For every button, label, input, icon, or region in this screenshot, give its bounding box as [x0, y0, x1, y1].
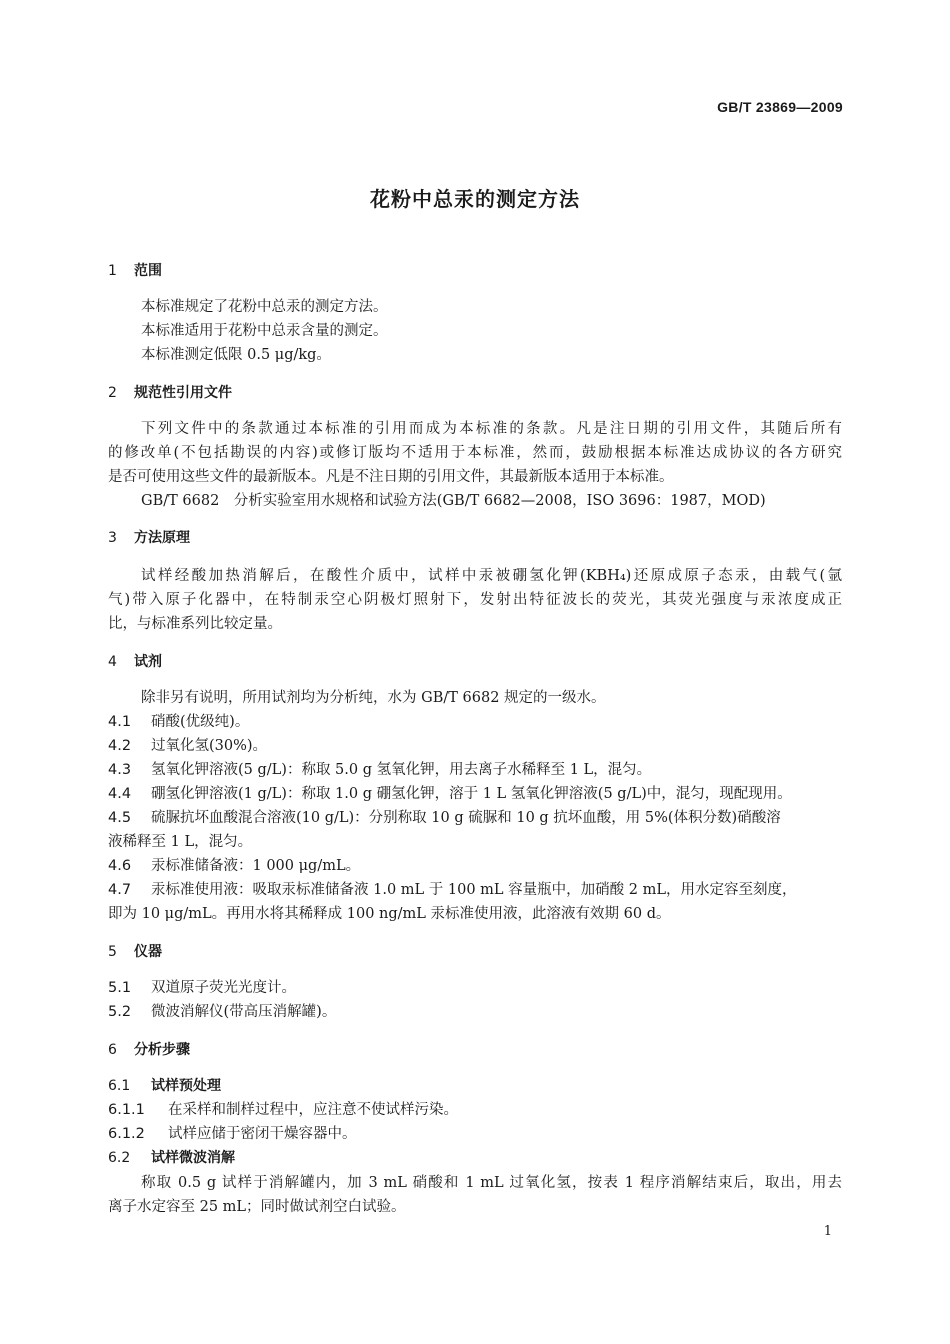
item-text: 硫脲抗坏血酸混合溶液(10 g/L)：分别称取 10 g 硫脲和 10 g 抗坏血酸，用 5%(体积分数)硝酸溶 — [151, 810, 781, 826]
section-2-heading — [108, 383, 232, 403]
paragraph: 本标准测定低限 0.5 μg/kg。 — [141, 347, 331, 363]
list-item — [108, 736, 267, 756]
item-number: 4.4 — [108, 786, 132, 802]
paragraph-line: 的修改单(不包括勘误的内容)或修订版均不适用于本标准，然而，鼓励根据本标准达成协议的各方研究 — [108, 445, 842, 461]
section-number: 3 — [108, 530, 117, 546]
item-text: 过氧化氢(30%)。 — [151, 738, 268, 754]
item-text: 硝酸(优级纯)。 — [151, 714, 250, 730]
subsection-number: 6.1 — [108, 1078, 131, 1094]
subsection-number: 6.2 — [108, 1150, 131, 1166]
list-item — [108, 1002, 336, 1022]
subsection-title: 试样预处理 — [151, 1078, 221, 1094]
list-item — [108, 978, 296, 998]
item-number: 6.1.2 — [108, 1126, 145, 1142]
list-item — [108, 808, 781, 828]
normative-reference: GB/T 6682 分析实验室用水规格和试验方法(GB/T 6682—2008，ISO 3696：1987，MOD) — [141, 493, 766, 509]
paragraph-line: 比，与标准系列比较定量。 — [108, 616, 282, 632]
item-number: 4.7 — [108, 882, 132, 898]
paragraph-line: 称取 0.5 g 试样于消解罐内，加 3 mL 硝酸和 1 mL 过氧化氢，按表 1 程序消解结束后，取出，用去 — [141, 1175, 842, 1191]
page-number: 1 — [823, 1224, 832, 1239]
list-item — [108, 760, 651, 780]
item-text: 硼氢化钾溶液(1 g/L)：称取 1.0 g 硼氢化钾，溶于 1 L 氢氧化钾溶液(5 g/L)中，混匀，现配现用。 — [151, 786, 792, 802]
list-item — [108, 1124, 357, 1144]
item-number: 4.2 — [108, 738, 132, 754]
paragraph-line: 下列文件中的条款通过本标准的引用而成为本标准的条款。凡是注日期的引用文件，其随后所有 — [141, 421, 842, 437]
section-title: 试剂 — [134, 654, 162, 670]
list-item — [108, 880, 796, 900]
item-text: 试样应储于密闭干燥容器中。 — [168, 1126, 357, 1142]
item-number: 4.1 — [108, 714, 132, 730]
section-number: 4 — [108, 654, 117, 670]
document-title: 花粉中总汞的测定方法 — [370, 187, 580, 211]
paragraph: 除非另有说明，所用试剂均为分析纯，水为 GB/T 6682 规定的一级水。 — [141, 690, 606, 706]
item-text: 汞标准储备液：1 000 μg/mL。 — [151, 858, 361, 874]
section-title: 范围 — [134, 263, 162, 279]
item-number: 6.1.1 — [108, 1102, 145, 1118]
list-item-continuation: 即为 10 μg/mL。再用水将其稀释成 100 ng/mL 汞标准使用液，此溶液有效期 60 d。 — [108, 906, 671, 922]
section-3-heading — [108, 528, 190, 548]
paragraph-line: 离子水定容至 25 mL；同时做试剂空白试验。 — [108, 1199, 406, 1215]
item-number: 4.3 — [108, 762, 132, 778]
subsection-heading — [108, 1148, 235, 1168]
item-text: 氢氧化钾溶液(5 g/L)：称取 5.0 g 氢氧化钾，用去离子水稀释至 1 L，混匀。 — [151, 762, 652, 778]
item-number: 4.5 — [108, 810, 132, 826]
standard-code: GB/T 23869—2009 — [717, 99, 843, 115]
list-item-continuation: 液稀释至 1 L，混匀。 — [108, 834, 253, 850]
section-title: 方法原理 — [134, 530, 190, 546]
section-number: 5 — [108, 944, 117, 960]
paragraph: 本标准规定了花粉中总汞的测定方法。 — [141, 299, 388, 315]
item-number: 5.1 — [108, 980, 132, 996]
list-item — [108, 712, 249, 732]
section-4-heading — [108, 652, 162, 672]
section-5-heading — [108, 942, 162, 962]
item-text: 在采样和制样过程中，应注意不使试样污染。 — [168, 1102, 458, 1118]
paragraph-line: 气)带入原子化器中，在特制汞空心阴极灯照射下，发射出特征波长的荧光，其荧光强度与汞浓度成正 — [108, 592, 842, 608]
section-1-heading — [108, 261, 162, 281]
section-6-heading — [108, 1040, 190, 1060]
list-item — [108, 856, 360, 876]
item-number: 4.6 — [108, 858, 132, 874]
item-text: 微波消解仪(带高压消解罐)。 — [151, 1004, 337, 1020]
section-number: 1 — [108, 263, 117, 279]
item-text: 汞标准使用液：吸取汞标准储备液 1.0 mL 于 100 mL 容量瓶中，加硝酸 2 mL，用水定容至刻度， — [151, 882, 797, 898]
list-item — [108, 1100, 458, 1120]
paragraph: 本标准适用于花粉中总汞含量的测定。 — [141, 323, 388, 339]
paragraph-line: 试样经酸加热消解后，在酸性介质中，试样中汞被硼氢化钾(KBH₄)还原成原子态汞，由载气(氩 — [141, 568, 842, 584]
section-number: 2 — [108, 385, 117, 401]
section-title: 规范性引用文件 — [134, 385, 232, 401]
subsection-title: 试样微波消解 — [151, 1150, 235, 1166]
subsection-heading — [108, 1076, 221, 1096]
section-title: 仪器 — [134, 944, 162, 960]
section-number: 6 — [108, 1042, 117, 1058]
item-number: 5.2 — [108, 1004, 132, 1020]
section-title: 分析步骤 — [134, 1042, 190, 1058]
item-text: 双道原子荧光光度计。 — [151, 980, 296, 996]
paragraph-line: 是否可使用这些文件的最新版本。凡是不注日期的引用文件，其最新版本适用于本标准。 — [108, 469, 674, 485]
list-item — [108, 784, 792, 804]
